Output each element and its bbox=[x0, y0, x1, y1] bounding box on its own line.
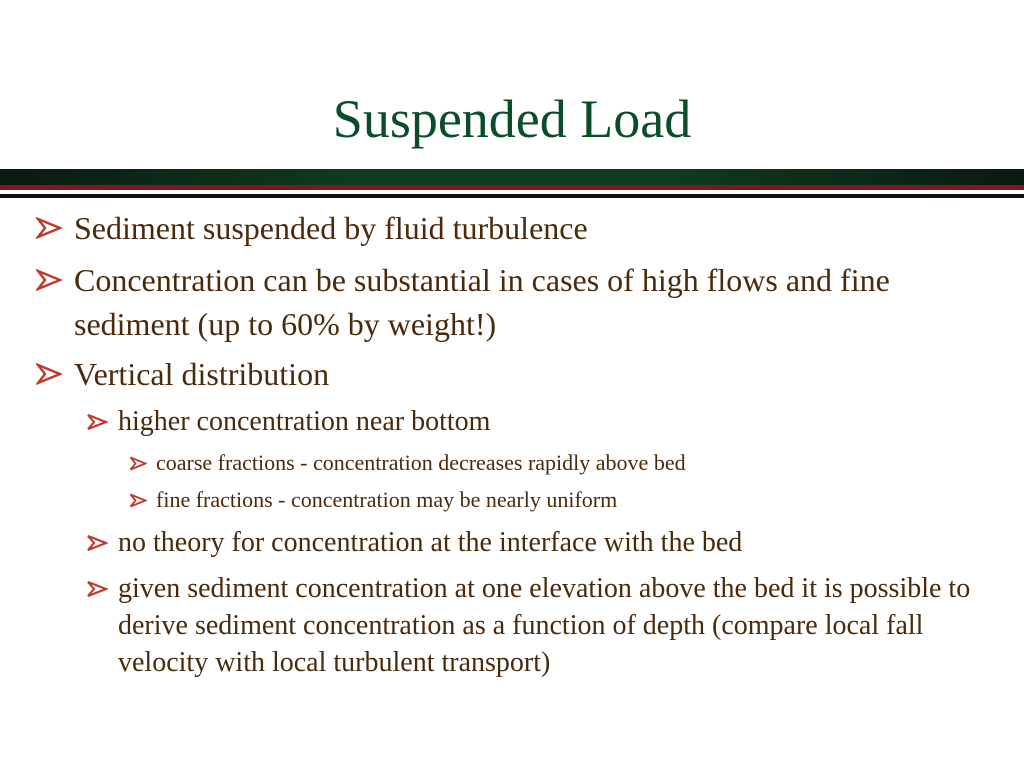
sub-bullet-item bbox=[86, 403, 986, 440]
title-divider-line bbox=[0, 194, 1024, 198]
sub-bullet-text: higher concentration near bottom bbox=[118, 406, 491, 437]
sub-sub-bullet-text: coarse fractions - concentration decreases rapidly above bed bbox=[156, 450, 686, 475]
bullet-item bbox=[36, 206, 986, 250]
arrow-bullet-icon bbox=[36, 217, 62, 239]
bullet-text: Vertical distribution bbox=[74, 356, 330, 392]
title-divider-accent bbox=[0, 185, 1024, 190]
sub-bullet-item bbox=[86, 570, 986, 681]
arrow-bullet-icon bbox=[86, 580, 108, 598]
arrow-bullet-icon bbox=[86, 413, 108, 431]
arrow-bullet-icon bbox=[36, 363, 62, 385]
sub-sub-bullet-item bbox=[129, 447, 989, 479]
arrow-bullet-icon bbox=[86, 534, 108, 552]
bullet-text: Sediment suspended by fluid turbulence bbox=[74, 210, 588, 246]
arrow-bullet-icon bbox=[129, 456, 147, 471]
title-divider-bar bbox=[0, 169, 1024, 185]
slide-title: Suspended Load bbox=[332, 89, 692, 149]
arrow-bullet-icon bbox=[129, 493, 147, 508]
sub-bullet-text: no theory for concentration at the interface with the bed bbox=[118, 527, 743, 558]
sub-sub-bullet-text: fine fractions - concentration may be nearly uniform bbox=[156, 487, 618, 512]
sub-bullet-text: given sediment concentration at one elevation above the bed it is possible to derive sediment concentration as a function of depth (compare local fall velocity with local turbulent transport) bbox=[118, 573, 971, 678]
sub-sub-bullet-item bbox=[129, 484, 989, 516]
bullet-item bbox=[36, 258, 986, 346]
bullet-item bbox=[36, 352, 986, 396]
arrow-bullet-icon bbox=[36, 269, 62, 291]
bullet-text: Concentration can be substantial in cases of high flows and fine sediment (up to 60% by weight!) bbox=[74, 262, 890, 342]
sub-bullet-item bbox=[86, 524, 986, 561]
